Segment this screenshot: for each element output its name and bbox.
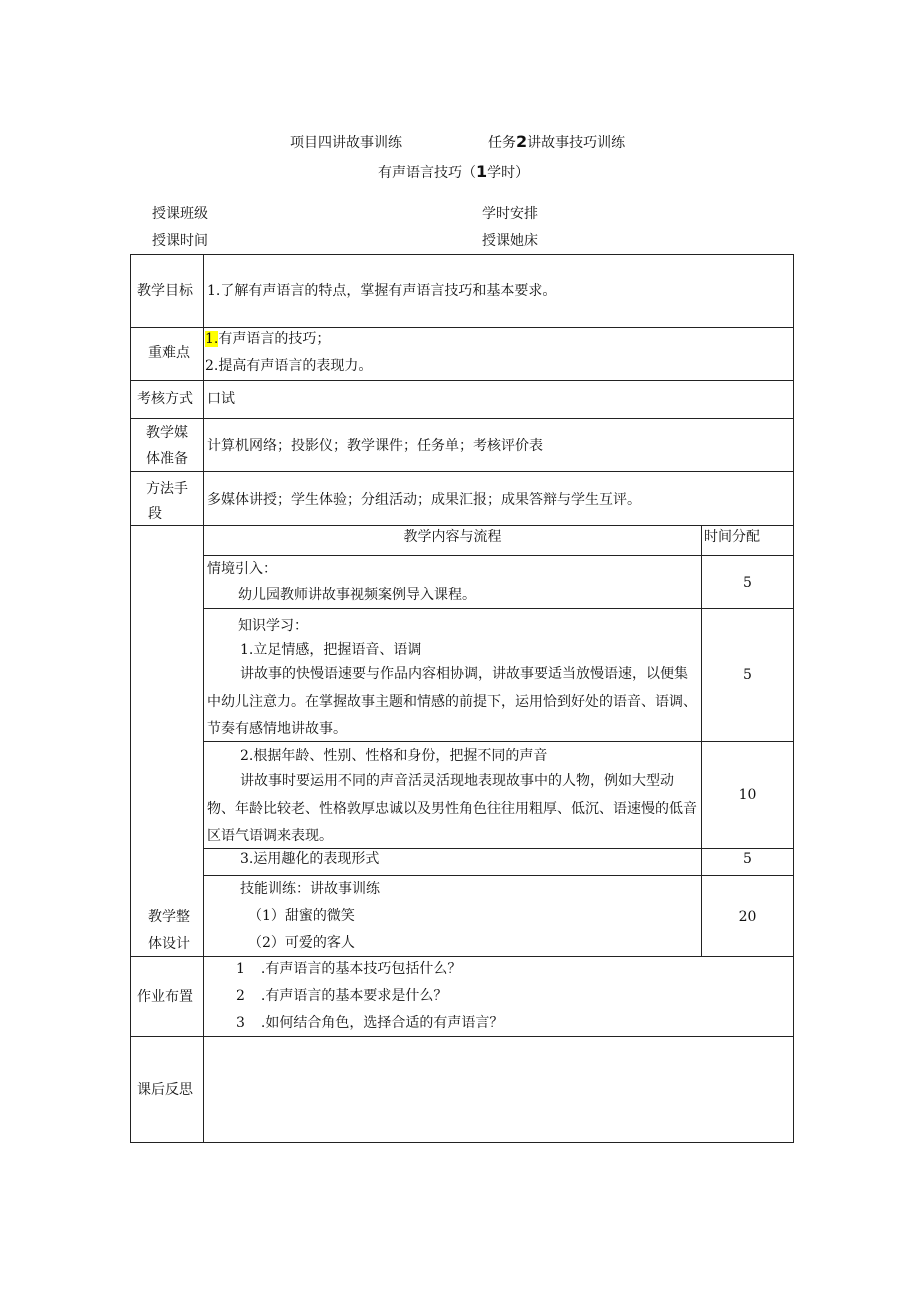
hours-label: 学时安排	[482, 206, 538, 222]
key-item-1-num: 1.	[205, 331, 219, 347]
task-number: 2	[516, 132, 528, 151]
subtitle-suffix: 学时）	[487, 165, 530, 181]
time-label: 授课时间	[152, 233, 208, 249]
skill-time: 20	[738, 909, 757, 925]
media-label-2: 体准备	[146, 451, 188, 467]
skill-item-1: （1）甜蜜的微笑	[248, 908, 355, 924]
knowledge-2-title: 2.根据年龄、性别、性格和身份，把握不同的声音	[240, 748, 548, 764]
knowledge-1-text: 讲故事的快慢语速要与作品内容相协调，讲故事要适当放慢语速，以便集中幼儿注意力。在掌握故事主题和情感的前提下，运用恰到好处的语音、语调、节奏有感情地讲故事。	[207, 666, 697, 737]
knowledge-3-time: 5	[743, 851, 752, 867]
skill-item-2: （2）可爱的客人	[248, 935, 355, 951]
project-title: 项目四讲故事训练	[290, 135, 402, 151]
media-label-1: 教学媒	[146, 425, 188, 441]
design-label-1: 教学整	[148, 909, 190, 925]
homework-q3	[236, 1011, 503, 1035]
homework-q1-num: 1	[236, 961, 245, 977]
subtitle-number: 1	[476, 162, 488, 181]
goal-label: 教学目标	[137, 283, 193, 299]
homework-q1	[236, 957, 461, 981]
goal-content: 1.了解有声语言的特点，掌握有声语言技巧和基本要求。	[207, 283, 557, 299]
exam-content: 口试	[207, 391, 235, 407]
homework-q3-text: .如何结合角色，选择合适的有声语言？	[260, 1015, 504, 1031]
knowledge-2-text: 讲故事时要运用不同的声音活灵活现地表现故事中的人物，例如大型动物、年龄比较老、性格敦厚忠诚以及男性角色往往用粗厚、低沉、语速慢的低音区语气语调来表现。	[207, 773, 697, 844]
method-label-1: 方法手	[146, 481, 188, 497]
class-label: 授课班级	[152, 206, 208, 222]
homework-q2	[236, 984, 447, 1008]
method-content: 多媒体讲授；学生体验；分组活动；成果汇报；成果答辩与学生互评。	[207, 492, 641, 508]
key-item-1	[205, 327, 330, 351]
knowledge-1-time: 5	[743, 667, 752, 683]
subtitle-prefix: 有声语言技巧（	[378, 165, 476, 181]
key-item-1-text: 有声语言的技巧；	[218, 331, 331, 347]
homework-q2-num: 2	[236, 988, 245, 1004]
task-title	[488, 132, 625, 152]
reflect-content-area	[204, 1037, 793, 1142]
knowledge-3-title: 3.运用趣化的表现形式	[240, 851, 380, 867]
task-prefix: 任务	[488, 135, 516, 151]
key-item-2: 2.提高有声语言的表现力。	[205, 358, 373, 374]
subtitle	[378, 162, 529, 182]
task-suffix: 讲故事技巧训练	[527, 135, 626, 151]
homework-q3-num: 3	[236, 1015, 245, 1031]
intro-time: 5	[743, 575, 752, 591]
homework-q1-text: .有声语言的基本技巧包括什么？	[260, 961, 462, 977]
media-content: 计算机网络；投影仪；教学课件；任务单；考核评价表	[207, 438, 543, 454]
intro-title: 情境引入：	[207, 561, 277, 577]
key-label: 重难点	[148, 345, 190, 361]
homework-label: 作业布置	[137, 989, 193, 1005]
design-label-2: 体设计	[148, 936, 190, 952]
knowledge-title: 知识学习：	[238, 618, 308, 634]
exam-label: 考核方式	[137, 391, 193, 407]
knowledge-1-title: 1.立足情感，把握语音、语调	[240, 642, 422, 658]
knowledge-2-time: 10	[738, 787, 757, 803]
homework-q2-text: .有声语言的基本要求是什么？	[260, 988, 448, 1004]
place-label: 授课她床	[482, 233, 538, 249]
skill-title: 技能训练：讲故事训练	[240, 881, 380, 897]
method-label-2: 段	[148, 506, 162, 522]
col-header-time: 时间分配	[704, 529, 760, 545]
intro-text: 幼儿园教师讲故事视频案例导入课程。	[238, 587, 476, 603]
col-header-content: 教学内容与流程	[403, 529, 502, 545]
reflect-label: 课后反思	[137, 1082, 193, 1098]
